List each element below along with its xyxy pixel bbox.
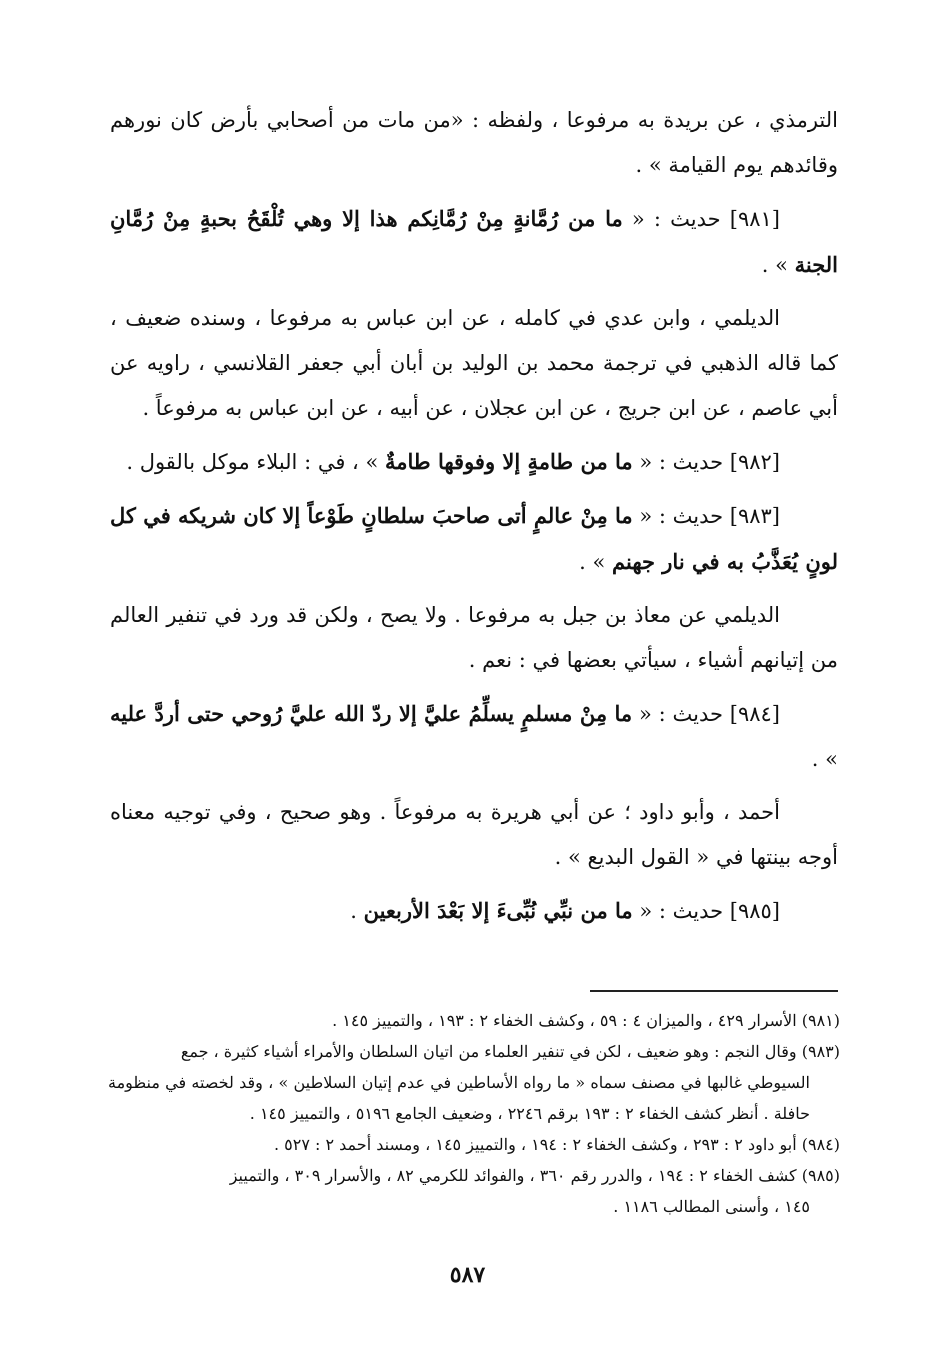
hadith-983-number: [٩٨٣] حديث : « xyxy=(632,504,780,528)
hadith-982-end: » ، في : البلاء موكل بالقول . xyxy=(126,450,386,474)
footnote-985-continuation: ١٤٥ ، وأسنى المطالب ١١٨٦ . xyxy=(613,1197,810,1216)
hadith-984-number: [٩٨٤] حديث : « xyxy=(632,702,780,726)
hadith-985-number: [٩٨٥] حديث : « xyxy=(632,899,780,923)
footnote-981: (٩٨١) الأسرار ٤٢٩ ، والميزان ٤ : ٥٩ ، وكشف الخفاء ٢ : ١٩٣ ، والتمييز ١٤٥ . xyxy=(332,1011,840,1030)
hadith-984 xyxy=(110,691,838,782)
hadith-985-end: . xyxy=(350,899,364,923)
paragraph-4: أحمد ، وأبو داود ؛ عن أبي هريرة به مرفوعاً . وهو صحيح ، وفي توجيه معناه أوجه بينتها في « القول البديع » . xyxy=(110,800,838,869)
hadith-985 xyxy=(110,888,838,934)
footnote-983-continuation: السيوطي غالبها في مصنف سماه « ما رواه الأساطين في عدم إتيان السلاطين » ، وقد لخصته في منظومة حافلة . أنظر كشف الخفاء ٢ : ١٩٣ برقم ٢٢٤٦ ، وضعيف الجامع ٥١٩٦ ، والتمييز ١٤٥ . xyxy=(108,1073,811,1123)
hadith-982-number: [٩٨٢] حديث : « xyxy=(632,450,780,474)
footnote-985-line-1: (٩٨٥) كشف الخفاء ٢ : ١٩٤ ، والدرر رقم ٣٦٠ ، والفوائد للكرمي ٨٢ ، والأسرار ٣٠٩ ، والتمييز xyxy=(229,1166,840,1185)
hadith-982 xyxy=(110,439,838,485)
hadith-984-end: » . xyxy=(811,747,838,771)
hadith-983 xyxy=(110,493,838,585)
hadith-981-text: ما من رُمَّانةٍ مِنْ رُمَّانِكم هذا إلا وهي تُلْقَحُ بحبةٍ مِنْ رُمَّانِ الجنة xyxy=(110,206,838,277)
hadith-983-end: » . xyxy=(579,550,612,574)
paragraph-1: الترمذي ، عن بريدة به مرفوعا ، ولفظه : «من مات من أصحابي بأرض كان نورهم وقائدهم يوم القيامة » . xyxy=(110,108,838,177)
footnote-985 xyxy=(108,1160,840,1222)
footnote-separator xyxy=(590,990,838,992)
paragraph-2: الديلمي ، وابن عدي في كامله ، عن ابن عباس به مرفوعا ، وسنده ضعيف ، كما قاله الذهبي في ترجمة محمد بن الوليد بن أبان أبي جعفر القلانسي ، راويه عن أبي عاصم ، عن ابن جريج ، عن ابن عجلان ، عن أبيه ، عن ابن عباس به مرفوعاً . xyxy=(110,306,838,420)
hadith-984-text: ما مِنْ مسلمٍ يسلِّمُ عليَّ إلا ردّ الله عليَّ رُوحي حتى أردَّ عليه xyxy=(110,701,633,726)
hadith-981 xyxy=(110,196,838,288)
hadith-981-number: [٩٨١] حديث : « xyxy=(622,207,780,231)
page-number: ٥٨٧ xyxy=(449,1262,486,1288)
hadith-981-end: » . xyxy=(761,253,795,277)
footnote-983 xyxy=(108,1036,840,1129)
hadith-982-text: ما من طامةٍ إلا وفوقها طامةٌ xyxy=(385,449,633,474)
footnotes xyxy=(108,1005,840,1222)
paragraph-3: الديلمي عن معاذ بن جبل به مرفوعا . ولا يصح ، ولكن قد ورد في تنفير العالم من إتيانهم أشياء ، سيأتي بعضها في : نعم . xyxy=(110,603,838,672)
main-text xyxy=(110,98,838,942)
footnote-984: (٩٨٤) أبو داود ٢ : ٢٩٣ ، وكشف الخفاء ٢ : ١٩٤ ، والتمييز ١٤٥ ، ومسند أحمد ٢ : ٥٢٧ . xyxy=(273,1135,840,1154)
footnote-983-line-1: (٩٨٣) وقال النجم : وهو ضعيف ، لكن في تنفير العلماء من اتيان السلطان والأمراء أشياء كثيرة ، جمع xyxy=(180,1042,840,1061)
hadith-983-text: ما مِنْ عالمٍ أتى صاحبَ سلطانٍ طَوْعاً إلا كان شريكه في كل لونٍ يُعَذَّبُ به في نار جهنم xyxy=(109,503,838,574)
hadith-985-text: ما من نبِّي نُبِّىءَ إلا بَعْدَ الأربعين xyxy=(363,898,633,923)
